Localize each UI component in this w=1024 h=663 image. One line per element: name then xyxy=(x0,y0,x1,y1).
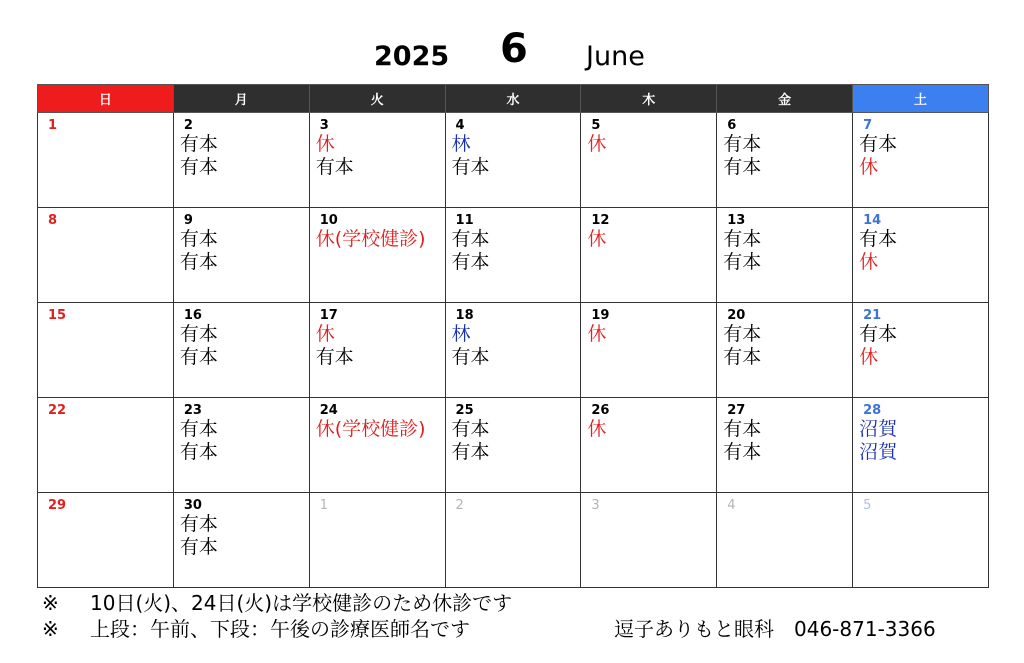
day-number: 4 xyxy=(455,118,465,133)
doctor-entry: 有本 xyxy=(451,441,490,463)
title-year: 2025 xyxy=(374,41,450,72)
doctor-entry: 休 xyxy=(587,323,607,345)
week-row xyxy=(38,493,989,588)
clinic-name-phone: 逗子ありもと眼科 046-871-3366 xyxy=(614,617,936,641)
day-number: 5 xyxy=(591,118,601,133)
doctor-entry: 有本 xyxy=(179,323,218,345)
day-cell xyxy=(853,303,989,398)
day-number: 18 xyxy=(455,308,474,323)
day-number: 30 xyxy=(183,498,202,513)
day-cell xyxy=(581,208,717,303)
note-school-checkup xyxy=(42,587,512,616)
day-number: 9 xyxy=(183,213,193,228)
day-cell xyxy=(581,303,717,398)
week-row xyxy=(38,398,989,493)
day-cell xyxy=(309,493,445,588)
weekday-thu: 木 xyxy=(581,85,717,113)
calendar-title xyxy=(0,0,1024,84)
day-number: 22 xyxy=(48,403,67,418)
day-cell xyxy=(717,493,853,588)
day-number: 5 xyxy=(863,498,872,513)
doctor-entry: 有本 xyxy=(179,513,218,535)
day-cell xyxy=(853,398,989,493)
day-number: 24 xyxy=(319,403,338,418)
day-number: 11 xyxy=(455,213,474,228)
doctor-entry: 有本 xyxy=(179,251,218,273)
day-number: 28 xyxy=(863,403,882,418)
day-cell xyxy=(445,303,581,398)
day-cell xyxy=(853,208,989,303)
doctor-entry: 有本 xyxy=(723,346,762,368)
day-cell xyxy=(581,113,717,208)
day-number: 7 xyxy=(863,118,873,133)
weekday-header-row xyxy=(38,85,989,113)
day-number: 4 xyxy=(727,498,736,513)
doctor-entry: 有本 xyxy=(723,323,762,345)
doctor-entry: 有本 xyxy=(179,346,218,368)
doctor-entry: 休 xyxy=(315,323,335,345)
day-number: 14 xyxy=(863,213,882,228)
day-cell xyxy=(38,493,174,588)
doctor-entry: 有本 xyxy=(723,251,762,273)
doctor-entry: 有本 xyxy=(179,441,218,463)
day-number: 26 xyxy=(591,403,610,418)
weekday-mon: 月 xyxy=(173,85,309,113)
doctor-entry: 有本 xyxy=(723,133,762,155)
day-cell xyxy=(853,493,989,588)
day-cell xyxy=(853,113,989,208)
doctor-entry: 休 xyxy=(587,228,607,250)
note-schedule-legend xyxy=(42,613,470,642)
weekday-tue: 火 xyxy=(309,85,445,113)
day-number: 2 xyxy=(183,118,193,133)
doctor-entry: 有本 xyxy=(859,323,898,345)
day-cell xyxy=(581,398,717,493)
doctor-entry: 有本 xyxy=(315,346,354,368)
notes-section xyxy=(0,585,1024,663)
day-cell xyxy=(309,303,445,398)
doctor-entry: 沼賀 xyxy=(859,418,898,440)
day-cell xyxy=(173,113,309,208)
doctor-entry: 有本 xyxy=(451,156,490,178)
doctor-entry: 有本 xyxy=(315,156,354,178)
doctor-entry: 有本 xyxy=(723,418,762,440)
day-number: 25 xyxy=(455,403,474,418)
day-number: 13 xyxy=(727,213,746,228)
doctor-entry: 沼賀 xyxy=(859,441,898,463)
doctor-entry: 林 xyxy=(451,323,471,345)
day-cell xyxy=(38,398,174,493)
day-number: 3 xyxy=(319,118,329,133)
day-number: 23 xyxy=(183,403,202,418)
doctor-entry: 休 xyxy=(587,133,607,155)
day-number: 19 xyxy=(591,308,610,323)
doctor-entry: 有本 xyxy=(451,418,490,440)
calendar-grid xyxy=(37,84,989,588)
day-cell xyxy=(38,113,174,208)
doctor-entry: 有本 xyxy=(723,441,762,463)
day-cell xyxy=(38,303,174,398)
day-cell xyxy=(717,303,853,398)
doctor-entry: 休(学校健診) xyxy=(315,228,426,250)
doctor-entry: 休 xyxy=(859,346,879,368)
day-cell xyxy=(309,398,445,493)
doctor-entry: 有本 xyxy=(179,133,218,155)
note-text: 上段：午前、下段：午後の診療医師名です xyxy=(90,617,470,641)
day-cell xyxy=(717,398,853,493)
note-text: 10日(火)、24日(火)は学校健診のため休診です xyxy=(90,591,513,615)
day-cell xyxy=(173,493,309,588)
doctor-entry: 有本 xyxy=(859,228,898,250)
doctor-entry: 休(学校健診) xyxy=(315,418,426,440)
note-mark: ※ xyxy=(42,591,59,615)
weekday-wed: 水 xyxy=(445,85,581,113)
doctor-entry: 有本 xyxy=(723,156,762,178)
doctor-entry: 有本 xyxy=(451,228,490,250)
weekday-sat: 土 xyxy=(853,85,989,113)
day-number: 20 xyxy=(727,308,746,323)
doctor-entry: 休 xyxy=(587,418,607,440)
day-cell xyxy=(717,113,853,208)
week-row xyxy=(38,113,989,208)
day-cell xyxy=(173,398,309,493)
doctor-entry: 有本 xyxy=(451,346,490,368)
doctor-entry: 休 xyxy=(859,251,879,273)
weekday-sun: 日 xyxy=(38,85,174,113)
day-cell xyxy=(38,208,174,303)
day-number: 1 xyxy=(319,498,328,513)
day-number: 15 xyxy=(48,308,67,323)
day-number: 1 xyxy=(48,118,58,133)
doctor-entry: 有本 xyxy=(179,536,218,558)
doctor-entry: 有本 xyxy=(179,156,218,178)
doctor-entry: 有本 xyxy=(179,418,218,440)
day-number: 6 xyxy=(727,118,737,133)
day-number: 12 xyxy=(591,213,610,228)
day-number: 8 xyxy=(48,213,58,228)
note-mark: ※ xyxy=(42,617,59,641)
doctor-entry: 休 xyxy=(859,156,879,178)
day-number: 21 xyxy=(863,308,882,323)
day-number: 17 xyxy=(319,308,338,323)
doctor-entry: 休 xyxy=(315,133,335,155)
day-number: 27 xyxy=(727,403,746,418)
day-number: 29 xyxy=(48,498,67,513)
day-cell xyxy=(445,113,581,208)
day-cell xyxy=(445,208,581,303)
day-number: 3 xyxy=(591,498,600,513)
doctor-entry: 有本 xyxy=(451,251,490,273)
day-number: 2 xyxy=(455,498,464,513)
day-cell xyxy=(445,398,581,493)
week-row xyxy=(38,208,989,303)
day-cell xyxy=(173,208,309,303)
title-month-english: June xyxy=(586,41,645,72)
week-row xyxy=(38,303,989,398)
doctor-entry: 有本 xyxy=(179,228,218,250)
doctor-entry: 有本 xyxy=(859,133,898,155)
day-cell xyxy=(309,113,445,208)
day-cell xyxy=(445,493,581,588)
day-number: 16 xyxy=(183,308,202,323)
weekday-fri: 金 xyxy=(717,85,853,113)
day-number: 10 xyxy=(319,213,338,228)
day-cell xyxy=(173,303,309,398)
day-cell xyxy=(309,208,445,303)
doctor-entry: 有本 xyxy=(723,228,762,250)
doctor-entry: 林 xyxy=(451,133,471,155)
day-cell xyxy=(717,208,853,303)
title-month: 6 xyxy=(500,26,528,72)
day-cell xyxy=(581,493,717,588)
